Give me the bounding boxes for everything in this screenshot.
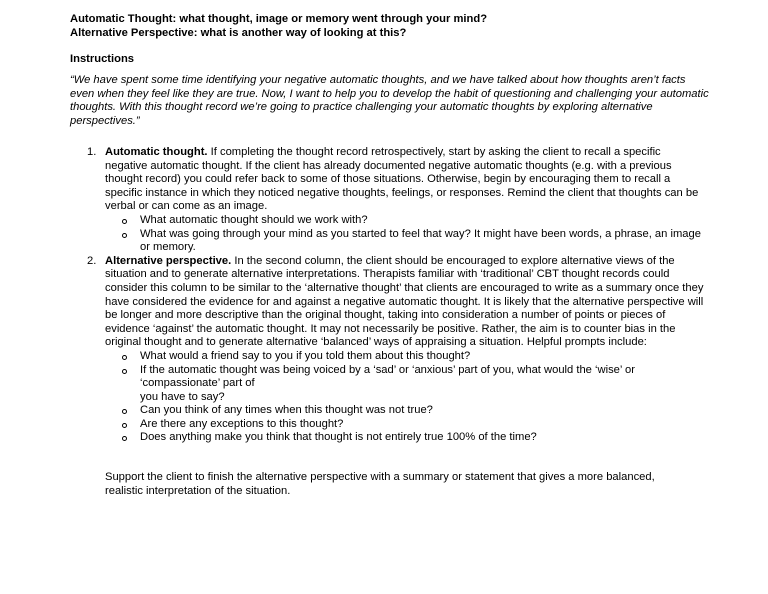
list-item-body bbox=[105, 255, 705, 350]
list-item-title: Alternative perspective. bbox=[105, 254, 232, 267]
prompt-text: Can you think of any times when this thought was not true? bbox=[140, 404, 433, 417]
header-automatic-thought: Automatic Thought: what thought, image or memory went through your mind? bbox=[70, 13, 488, 25]
instructions-heading: Instructions bbox=[70, 53, 135, 65]
bullet-icon bbox=[122, 369, 127, 374]
support-paragraph: Support the client to finish the alternative perspective with a summary or statement that gives a more balanced, realistic interpretation of the situation. bbox=[105, 471, 655, 497]
prompt-text: What was going through your mind as you started to feel that way? It might have been words, a phrase, an image or memory. bbox=[140, 227, 701, 254]
list-item-title: Automatic thought. bbox=[105, 146, 208, 158]
bullet-icon bbox=[122, 355, 127, 360]
instructions-quote: “We have spent some time identifying your negative automatic thoughts, and we have talked about how thoughts aren’t facts even when they feel like they are true. Now, I want to help you to develop the habit of questioning and challenging your automatic thoughts. With this thought record we’re going to practice challenging your automatic thoughts by exploring alternative perspectives.” bbox=[70, 74, 709, 127]
bullet-icon bbox=[122, 233, 127, 238]
list-item-body bbox=[105, 146, 705, 214]
prompt-item bbox=[105, 404, 705, 418]
list-number: 2. bbox=[87, 254, 97, 267]
prompt-text: Are there any exceptions to this thought? bbox=[140, 417, 344, 430]
prompt-text: What automatic thought should we work with? bbox=[140, 213, 368, 226]
prompt-list bbox=[105, 214, 705, 255]
bullet-icon bbox=[122, 409, 127, 414]
list-item-automatic-thought bbox=[87, 146, 705, 255]
list-item-text: If completing the thought record retrospectively, start by asking the client to recall a specific negative automatic thought. If the client has already documented negative automatic thoughts (e.g. with a previous thought record) you could refer back to some of those situations. Otherwise, begin by encouraging them to recall a specific instance in which they noticed negative thoughts, feelings, or responses. Remind the client that thoughts can be verbal or can come as an image. bbox=[105, 146, 699, 213]
list-item-text: In the second column, the client should be encouraged to explore alternative views of the situation and to generate alternative interpretations. Therapists familiar with ‘traditional’ CBT thought records could consider this column to be similar to the ‘alternative thought’ that clients are encouraged to write as a summary once they have considered the evidence for and against a negative automatic thought. It is likely that the alternative perspective will be longer and more descriptive than the original thought, taking into consideration a number of points or pieces of evidence ‘against’ the automatic thought. It may not necessarily be positive. Rather, the aim is to counter bias in the original thought and to generate alternative ‘balanced’ ways of appraising a situation. Helpful prompts include: bbox=[105, 254, 704, 349]
prompt-text: What would a friend say to you if you told them about this thought? bbox=[140, 349, 471, 362]
bullet-icon bbox=[122, 436, 127, 441]
bullet-icon bbox=[122, 219, 127, 224]
prompt-item bbox=[105, 431, 705, 445]
prompt-text-continued: you have to say? bbox=[140, 390, 225, 403]
prompt-text: If the automatic thought was being voiced by a ‘sad’ or ‘anxious’ part of you, what would the ‘wise’ or ‘compassionate’ part of bbox=[140, 363, 636, 390]
prompt-text: Does anything make you think that thought is not entirely true 100% of the time? bbox=[140, 431, 537, 444]
prompt-item bbox=[105, 228, 705, 255]
prompt-list bbox=[105, 350, 705, 445]
prompt-item bbox=[105, 418, 705, 432]
prompt-item bbox=[105, 214, 705, 228]
header-alternative-perspective: Alternative Perspective: what is another way of looking at this? bbox=[70, 27, 407, 39]
list-number: 1. bbox=[87, 146, 97, 158]
list-item-alternative-perspective bbox=[87, 254, 705, 445]
instruction-list bbox=[87, 146, 705, 445]
prompt-item bbox=[105, 350, 705, 364]
prompt-item bbox=[105, 364, 705, 405]
worksheet-header bbox=[70, 12, 487, 40]
bullet-icon bbox=[122, 423, 127, 428]
